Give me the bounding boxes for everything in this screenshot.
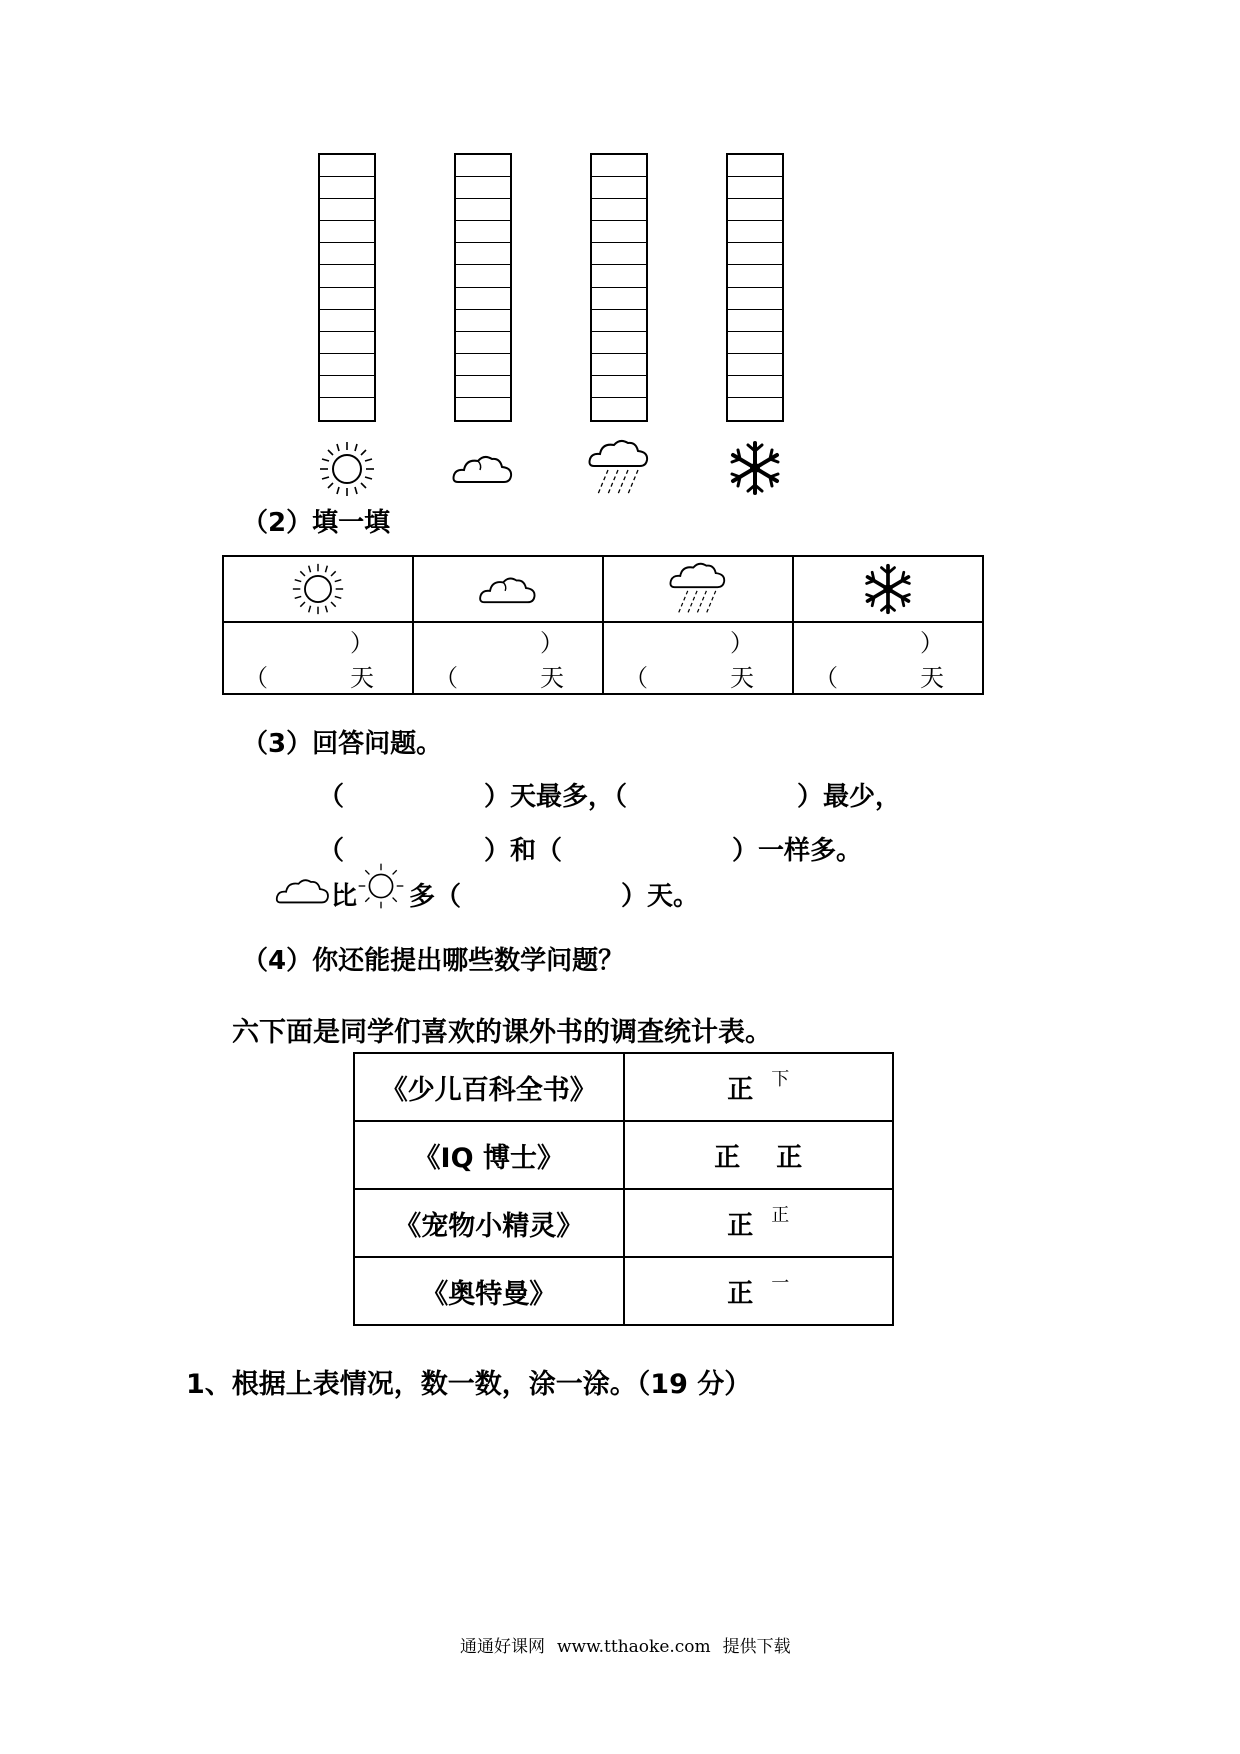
bar-cell[interactable] [592,199,646,221]
bar-cell[interactable] [456,310,510,332]
part3-heading: （3）回答问题。 [242,729,443,759]
part4-heading: （4）你还能提出哪些数学问题？ [242,946,625,976]
bar-cell[interactable] [592,265,646,287]
bar-cell[interactable] [592,376,646,398]
bar-cell[interactable] [728,376,782,398]
bar-cell[interactable] [592,288,646,310]
answer-text: ）天最多，（ [484,782,628,812]
bar-column-snowy [726,153,784,422]
sun-icon [357,862,405,910]
bar-cell[interactable] [320,199,374,221]
bar-column-rainy [590,153,648,422]
table-row [354,1189,893,1257]
rain-cloud-icon [668,561,728,617]
open-paren: （ [814,664,838,692]
open-paren: （ [244,664,268,692]
bar-cell[interactable] [728,199,782,221]
bar-cell[interactable] [320,332,374,354]
snowflake-icon [862,563,914,615]
bar-cell[interactable] [320,243,374,265]
answer-line-3 [275,870,699,920]
part2-heading: （2）填一填 [242,508,391,538]
answer-text: （ [318,836,345,866]
cloud-icon [275,874,331,906]
answer-text: ）最少， [797,782,902,812]
bar-cell[interactable] [592,243,646,265]
section6-heading: 六下面是同学们喜欢的课外书的调查统计表。 [232,1017,772,1048]
table-cell [793,622,983,694]
table-row [354,1053,893,1121]
sun-icon [291,562,345,616]
table-row [354,1121,893,1189]
book-title: 《宠物小精灵》 [354,1189,624,1257]
table-cell [413,622,603,694]
bar-cell[interactable] [728,354,782,376]
rain-cloud-icon [588,438,650,498]
bar-cell[interactable] [456,177,510,199]
bar-cell[interactable] [456,221,510,243]
tally-extra: 一 [771,1272,790,1294]
bar-cell[interactable] [728,155,782,177]
answer-text: ）天。 [621,881,700,912]
book-title: 《IQ 博士》 [354,1121,624,1189]
bar-cell[interactable] [456,398,510,420]
footer [460,1632,803,1657]
book-title: 《少儿百科全书》 [354,1053,624,1121]
table-cell [603,622,793,694]
days-label: ）天 [730,629,754,692]
open-paren: （ [624,664,648,692]
bar-cell[interactable] [456,199,510,221]
tally-cell [624,1189,894,1257]
bar-cell[interactable] [728,265,782,287]
bar-cell[interactable] [592,221,646,243]
bar-cell[interactable] [456,376,510,398]
bar-cell[interactable] [456,332,510,354]
bar-column-cloudy [454,153,512,422]
bar-cell[interactable] [456,243,510,265]
tally-main: 正 [727,1210,754,1241]
answer-text: ）一样多。 [732,836,863,866]
bar-column-sunny [318,153,376,422]
table-cell [793,556,983,622]
tally-main: 正 [727,1278,754,1309]
book-title: 《奥特曼》 [354,1257,624,1325]
sun-icon [318,440,376,498]
answer-text: ）和（ [484,836,563,866]
tally-main: 正 [714,1142,741,1173]
answer-text: （ [318,782,345,812]
open-paren: （ [434,664,458,692]
bar-cell[interactable] [320,177,374,199]
bar-cell[interactable] [320,398,374,420]
tally-cell [624,1053,894,1121]
bar-cell[interactable] [320,221,374,243]
answer-text: 比 [331,881,358,912]
cloud-icon [452,450,514,486]
footer-site-name: 通通好课网 [460,1637,545,1657]
tally-extra: 正 [771,1204,790,1226]
bar-cell[interactable] [320,354,374,376]
bar-cell[interactable] [320,310,374,332]
bar-cell[interactable] [592,354,646,376]
answer-line-1 [318,776,901,813]
table-cell [223,622,413,694]
snowflake-icon [727,440,783,496]
bar-cell[interactable] [592,332,646,354]
table-cell [603,556,793,622]
tally-extra: 下 [771,1068,790,1090]
bar-cell[interactable] [728,310,782,332]
bar-cell[interactable] [592,310,646,332]
bar-cell[interactable] [456,354,510,376]
tally-extra: 正 [776,1142,803,1173]
bar-cell[interactable] [456,155,510,177]
bar-cell[interactable] [320,288,374,310]
bar-cell[interactable] [320,376,374,398]
tally-cell [624,1121,894,1189]
days-label: ）天 [920,629,944,692]
bar-cell[interactable] [728,332,782,354]
days-label: ）天 [540,629,564,692]
bar-cell[interactable] [728,398,782,420]
cloud-icon [478,572,538,606]
footer-url[interactable]: www.tthaoke.com [557,1637,711,1657]
bar-cell[interactable] [728,288,782,310]
book-survey-table [353,1052,894,1326]
bar-cell[interactable] [456,265,510,287]
bar-cell[interactable] [728,177,782,199]
tally-main: 正 [727,1074,754,1105]
question-1: 1、根据上表情况，数一数，涂一涂。（19 分） [186,1369,752,1400]
bar-cell[interactable] [728,243,782,265]
bar-cell[interactable] [592,155,646,177]
bar-cell[interactable] [320,265,374,287]
days-label: ）天 [350,629,374,692]
weather-count-table [222,555,984,695]
bar-cell[interactable] [592,177,646,199]
table-cell [223,556,413,622]
table-cell [413,556,603,622]
table-row [354,1257,893,1325]
bar-cell[interactable] [320,155,374,177]
tally-cell [624,1257,894,1325]
bar-cell[interactable] [592,398,646,420]
answer-text: 多（ [409,881,462,912]
bar-cell[interactable] [728,221,782,243]
footer-provided: 提供下载 [722,1637,791,1657]
bar-cell[interactable] [456,288,510,310]
